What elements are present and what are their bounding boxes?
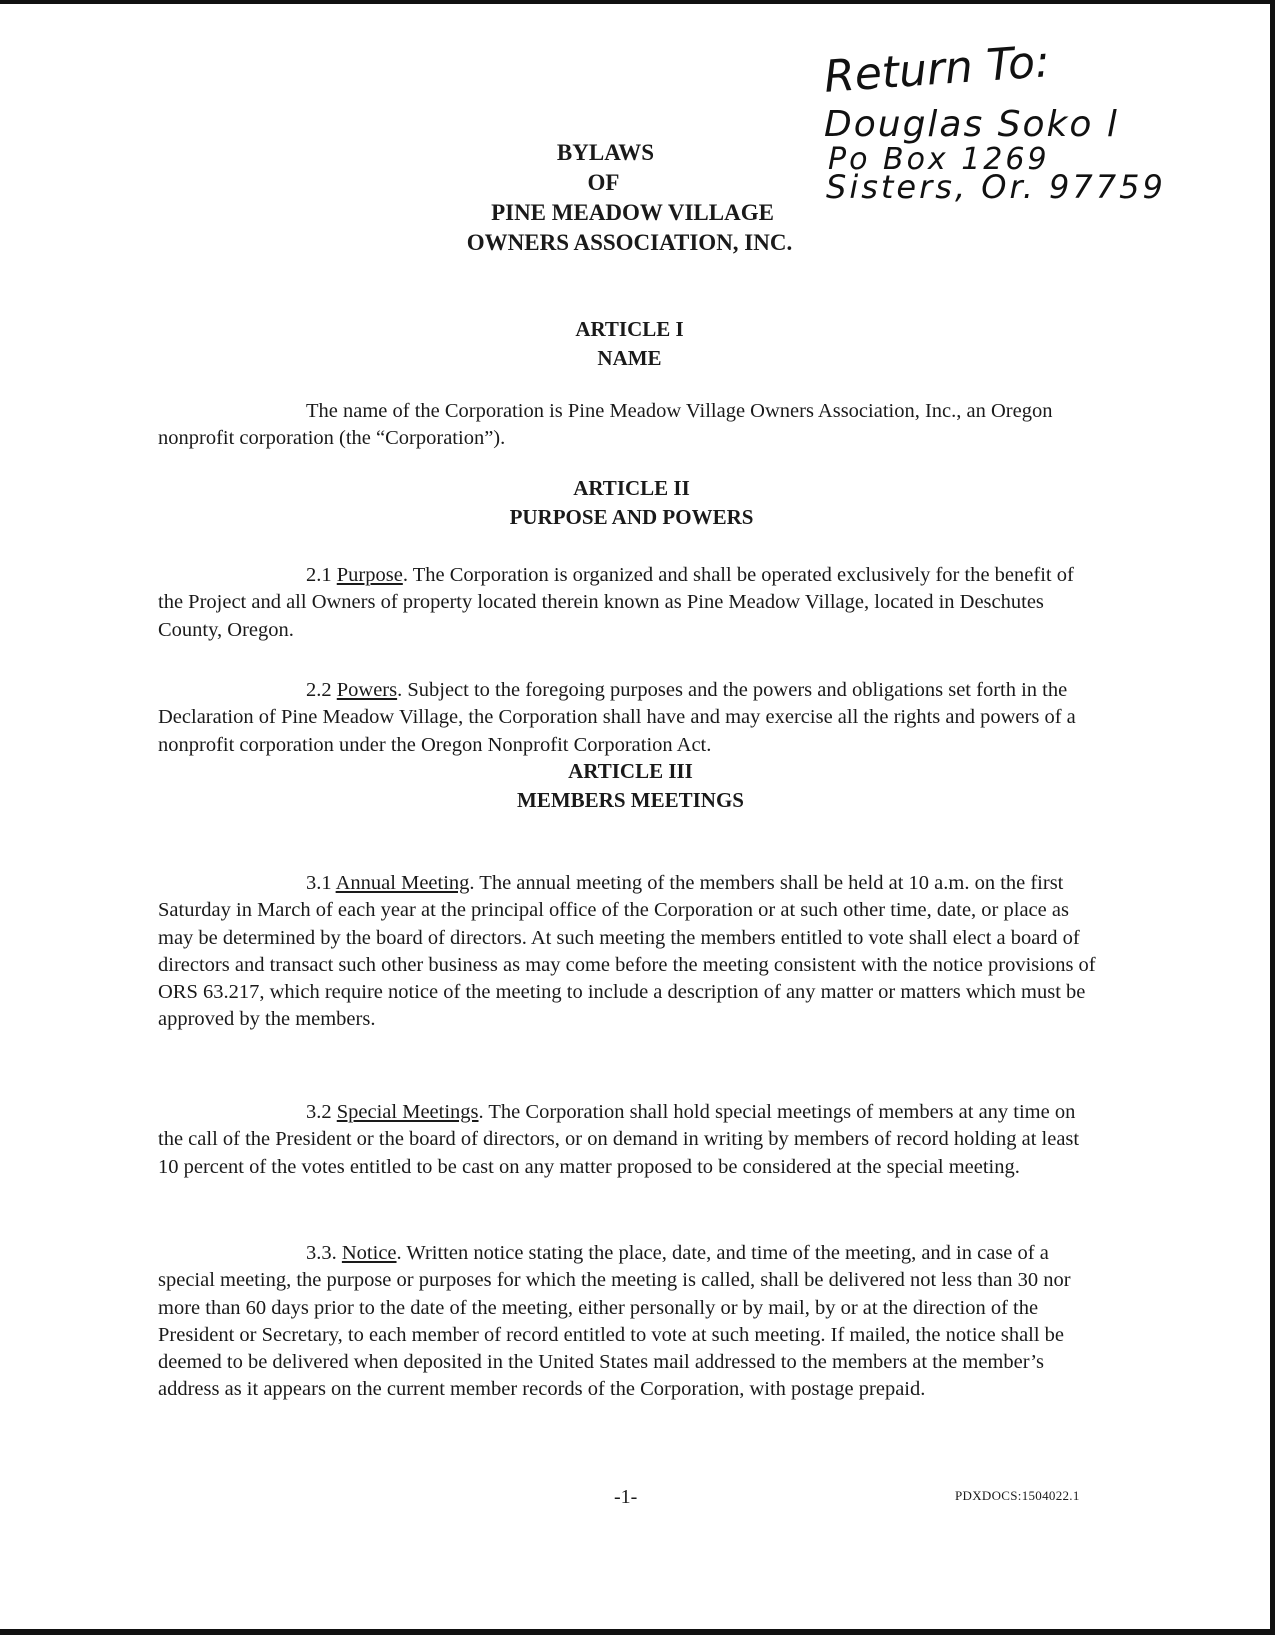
section-3-1-number: 3.1: [306, 872, 332, 894]
handwritten-return-to: Return To:: [822, 36, 1052, 103]
section-3-1-text: . The annual meeting of the members shall be held at 10 a.m. on the first Saturday in March of each year at the principal office of the Corporation or at such other time, date, or place as may be determined by the board of directors. At such meeting the members entitled to vote shall elect a board of directors and transact such other business as may come before the meeting consistent with the notice provisions of ORS 63.217, which require notice of the meeting to include a description of any matter or matters which must be approved by the members.: [158, 872, 1096, 1031]
article-1-title: NAME: [597, 346, 662, 370]
section-3-3-caption: Notice: [341, 1242, 397, 1264]
section-3-2-caption: Special Meetings: [336, 1101, 479, 1123]
section-2-2-paragraph: [158, 677, 1098, 759]
article-1-heading: [0, 315, 1267, 373]
section-2-2-caption: Powers: [336, 679, 398, 701]
handwritten-name: Douglas Soko l: [824, 104, 1119, 145]
article-3-title: MEMBERS MEETINGS: [517, 788, 744, 812]
article-2-title: PURPOSE AND POWERS: [509, 505, 754, 529]
document-title: [0, 138, 1275, 258]
section-3-2-text: . The Corporation shall hold special meetings of members at any time on the call of the President or the board of directors, or on demand in writing by members of record holding at least 10 percent of the votes entitled to be cast on any matter proposed to be considered at the special meeting.: [158, 1101, 1080, 1178]
section-2-2-number: 2.2: [306, 679, 332, 701]
section-3-3-number: 3.3.: [306, 1242, 337, 1264]
title-line-pine-meadow: PINE MEADOW VILLAGE: [491, 200, 774, 225]
article-3-number: ARTICLE III: [568, 759, 693, 783]
section-2-1-text: . The Corporation is organized and shall be operated exclusively for the benefit of the Project and all Owners of property located therein known as Pine Meadow Village, located in Deschutes County, Oregon.: [158, 564, 1074, 641]
article-1-number: ARTICLE I: [575, 317, 684, 341]
section-3-1-paragraph: [158, 870, 1098, 1034]
section-2-2-text: . Subject to the foregoing purposes and the powers and obligations set forth in the Declaration of Pine Meadow Village, the Corporation shall have and may exercise all the rights and powers of a nonprofit corporation under the Oregon Nonprofit Corporation Act.: [158, 679, 1076, 756]
article-1-text: The name of the Corporation is Pine Meadow Village Owners Association, Inc., an Oregon nonprofit corporation (the “Corporation”).: [158, 400, 1053, 450]
page-edge-bottom: [0, 1629, 1275, 1635]
handwritten-city: Sisters, Or. 97759: [826, 168, 1166, 206]
section-3-3-text: . Written notice stating the place, date, and time of the meeting, and in case of a special meeting, the purpose or purposes for which the meeting is called, shall be delivered not less than 30 nor more than 60 days prior to the date of the meeting, either personally or by mail, by or at the direction of the President or Secretary, to each member of record entitled to vote at such meeting. If mailed, the notice shall be deemed to be delivered when deposited in the United States mail addressed to the members at the member’s address as it appears on the current member records of the Corporation, with postage prepaid.: [158, 1242, 1071, 1401]
section-2-1-caption: Purpose: [336, 564, 403, 586]
article-2-heading: [0, 474, 1269, 532]
document-id: PDXDOCS:1504022.1: [955, 1488, 1080, 1503]
page-edge-top: [0, 0, 1275, 4]
section-3-2-paragraph: [158, 1099, 1098, 1181]
page-number: -1-: [614, 1486, 638, 1508]
title-line-of: OF: [587, 170, 620, 195]
section-3-2-number: 3.2: [306, 1101, 332, 1123]
article-2-number: ARTICLE II: [573, 476, 690, 500]
handwritten-po-box: Po Box 1269: [828, 142, 1050, 177]
section-2-1-number: 2.1: [306, 564, 332, 586]
title-line-owners-association: OWNERS ASSOCIATION, INC.: [466, 230, 793, 255]
section-3-1-caption: Annual Meeting: [335, 872, 470, 894]
section-2-1-paragraph: [158, 562, 1098, 644]
title-line-bylaws: BYLAWS: [556, 140, 655, 165]
section-3-3-paragraph: [158, 1240, 1098, 1404]
article-3-heading: [0, 757, 1268, 815]
article-1-paragraph: [158, 398, 1098, 453]
